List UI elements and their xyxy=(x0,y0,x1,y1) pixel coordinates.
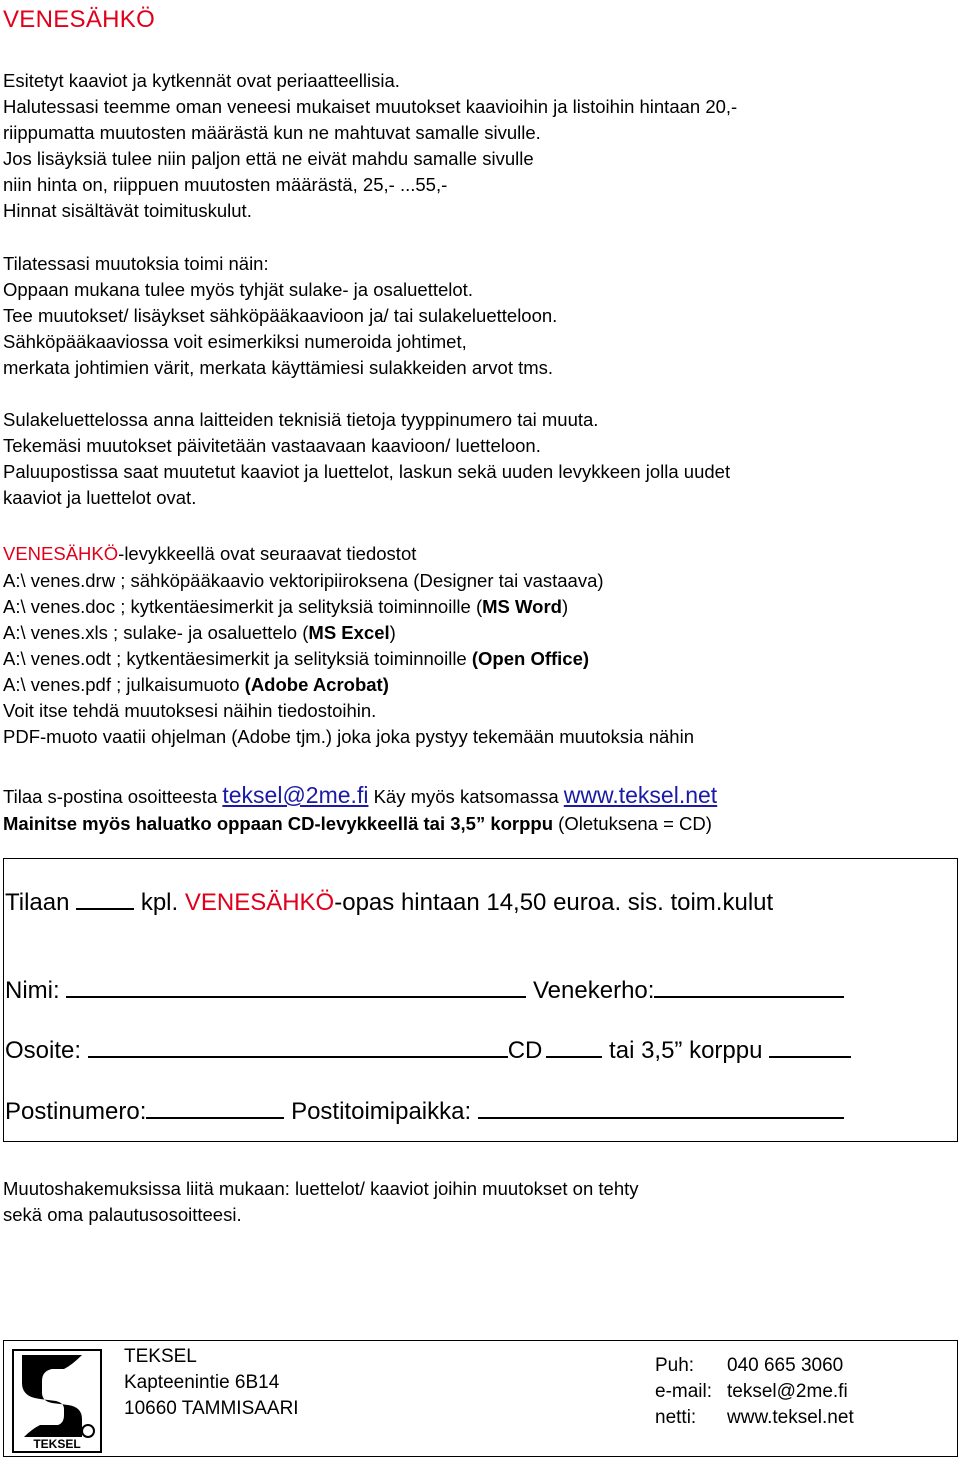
fuse-info-line-4: kaaviot ja luettelot ovat. xyxy=(3,487,197,508)
postal-row: Postinumero: Postitoimipaikka: xyxy=(5,1091,844,1126)
email-value[interactable]: teksel@2me.fi xyxy=(727,1381,848,1402)
city-field[interactable] xyxy=(478,1091,844,1119)
phone-label: Puh: xyxy=(655,1355,695,1376)
intro-line-6: Hinnat sisältävät toimituskulut. xyxy=(3,200,252,221)
brand-name: VENESÄHKÖ xyxy=(3,543,119,564)
order-quantity-line: Tilaan kpl. VENESÄHKÖ-opas hintaan 14,50 euroa. sis. toim.kulut xyxy=(5,882,773,917)
attach-note-1: Muutoshakemuksissa liitä mukaan: luettelot/ kaaviot joihin muutokset on tehty xyxy=(3,1178,639,1199)
floppy-field[interactable] xyxy=(769,1030,851,1058)
attach-note-2: sekä oma palautusosoitteesi. xyxy=(3,1204,242,1225)
intro-line-4: Jos lisäyksiä tulee niin paljon että ne eivät mahdu samalle sivulle xyxy=(3,148,534,169)
address-row: Osoite: CD tai 3,5” korppu xyxy=(5,1030,851,1065)
postal-code-field[interactable] xyxy=(146,1091,284,1119)
web-label: netti: xyxy=(655,1407,697,1428)
intro-line-3: riippumatta muutosten määrästä kun ne mahtuvat samalle sivulle. xyxy=(3,122,541,143)
intro-line-1: Esitetyt kaaviot ja kytkennät ovat periaatteellisia. xyxy=(3,70,400,91)
intro-line-2: Halutessasi teemme oman veneesi mukaiset muutokset kaavioihin ja listoihin hintaan 20,- xyxy=(3,96,738,117)
name-field[interactable] xyxy=(66,970,526,998)
instructions-line-1: Tilatessasi muutoksia toimi näin: xyxy=(3,253,269,274)
cd-field[interactable] xyxy=(546,1030,602,1058)
instructions-line-4: Sähköpääkaaviossa voit esimerkiksi numeroida johtimet, xyxy=(3,331,467,352)
instructions-line-5: merkata johtimien värit, merkata käyttämiesi sulakkeiden arvot tms. xyxy=(3,357,554,378)
media-note: Mainitse myös haluatko oppaan CD-levykkeellä tai 3,5” korppu (Oletuksena = CD) xyxy=(3,813,712,834)
web-link[interactable]: www.teksel.net xyxy=(563,782,718,808)
files-note-2: PDF-muoto vaatii ohjelman (Adobe tjm.) joka joka pystyy tekemään muutoksia nähin xyxy=(3,726,694,747)
page-title: VENESÄHKÖ xyxy=(3,6,156,33)
file-drw: A:\ venes.drw ; sähköpääkaavio vektoripiiroksena (Designer tai vastaava) xyxy=(3,570,604,591)
file-pdf: A:\ venes.pdf ; julkaisumuoto (Adobe Acrobat) xyxy=(3,674,389,695)
file-odt: A:\ venes.odt ; kytkentäesimerkit ja selityksiä toiminnoille (Open Office) xyxy=(3,648,590,669)
order-contact-line: Tilaa s-postina osoitteesta teksel@2me.fi Käy myös katsomassa www.teksel.net xyxy=(3,782,718,808)
email-label: e-mail: xyxy=(655,1381,713,1402)
instructions-line-2: Oppaan mukana tulee myös tyhjät sulake- ja osaluettelot. xyxy=(3,279,473,300)
intro-line-5: niin hinta on, riippuen muutosten määrästä, 25,- ...55,- xyxy=(3,174,448,195)
phone-value: 040 665 3060 xyxy=(727,1355,844,1376)
company-street: Kapteenintie 6B14 xyxy=(124,1372,280,1393)
name-row: Nimi: Venekerho: xyxy=(5,970,844,1005)
fuse-info-line-1: Sulakeluettelossa anna laitteiden teknisiä tietoja tyyppinumero tai muuta. xyxy=(3,409,599,430)
club-field[interactable] xyxy=(654,970,844,998)
file-xls: A:\ venes.xls ; sulake- ja osaluettelo (MS Excel) xyxy=(3,622,396,643)
fuse-info-line-3: Paluupostissa saat muutetut kaaviot ja luettelot, laskun sekä uuden levykkeen jolla uudet xyxy=(3,461,731,482)
logo-graphic xyxy=(12,1349,102,1453)
files-heading: VENESÄHKÖ-levykkeellä ovat seuraavat tiedostot xyxy=(3,543,417,564)
teksel-logo xyxy=(12,1349,102,1453)
svg-text:TEKSEL: TEKSEL xyxy=(33,1437,81,1451)
instructions-line-3: Tee muutokset/ lisäykset sähköpääkaavioon ja/ tai sulakeluetteloon. xyxy=(3,305,558,326)
file-doc: A:\ venes.doc ; kytkentäesimerkit ja selityksiä toiminnoille (MS Word) xyxy=(3,596,569,617)
fuse-info-line-2: Tekemäsi muutokset päivitetään vastaavaan kaavioon/ luetteloon. xyxy=(3,435,541,456)
address-field[interactable] xyxy=(88,1030,508,1058)
email-link[interactable]: teksel@2me.fi xyxy=(222,782,369,808)
files-note-1: Voit itse tehdä muutoksesi näihin tiedostoihin. xyxy=(3,700,377,721)
company-city: 10660 TAMMISAARI xyxy=(124,1398,299,1419)
quantity-field[interactable] xyxy=(76,882,134,910)
company-name: TEKSEL xyxy=(124,1346,197,1367)
web-value[interactable]: www.teksel.net xyxy=(727,1407,854,1428)
